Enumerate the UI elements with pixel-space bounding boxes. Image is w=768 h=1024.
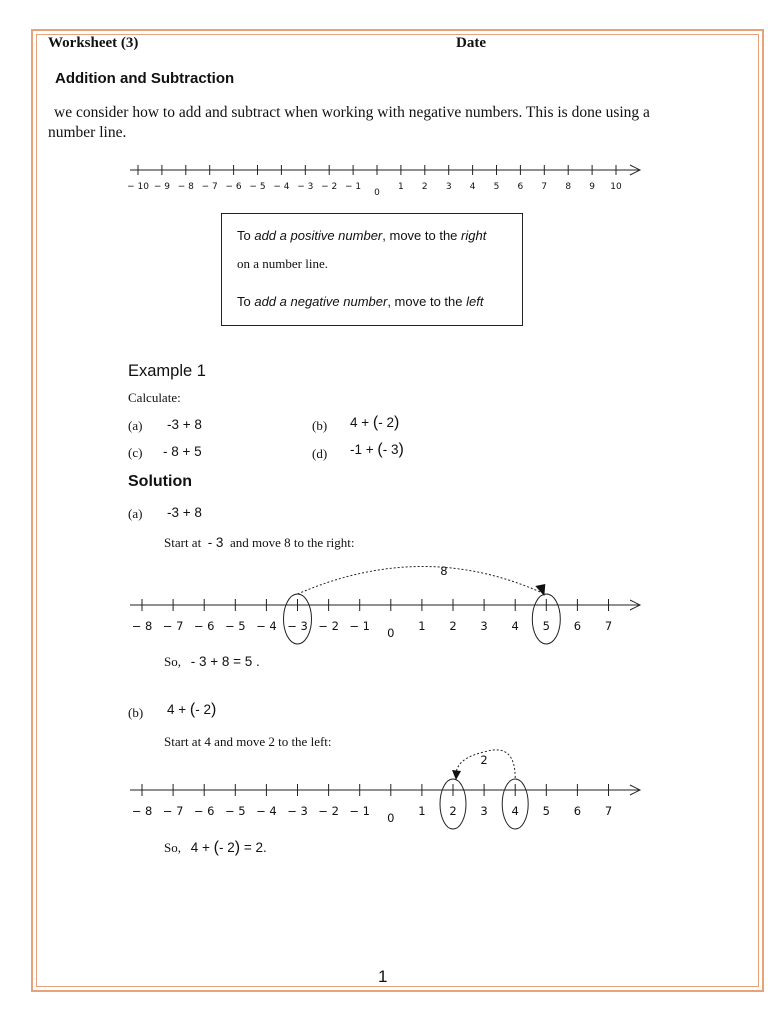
tick-label: − 1 — [349, 619, 371, 633]
tick-label: − 4 — [273, 182, 290, 192]
tick-label: − 3 — [287, 804, 308, 818]
part-b-label: (b) — [128, 705, 144, 720]
tick-label: − 1 — [349, 804, 371, 818]
tick-label: − 7 — [162, 619, 184, 633]
tick-label: 2 — [449, 804, 457, 818]
tick-label: 6 — [573, 804, 582, 818]
tick-label: 8 — [565, 182, 572, 192]
tick-label: − 2 — [321, 182, 338, 192]
rule-line-3: To add a negative number, move to the left — [237, 294, 484, 309]
tick-label: − 5 — [224, 619, 246, 633]
tick-label: 4 — [511, 804, 519, 818]
tick-label: 6 — [573, 619, 582, 633]
tick-label: − 5 — [249, 182, 266, 192]
tick-label: 1 — [418, 804, 426, 818]
worksheet-title: Worksheet (3) — [48, 35, 139, 51]
tick-label: 3 — [480, 804, 488, 818]
tick-label: 7 — [604, 804, 613, 818]
tick-label: 0 — [387, 626, 395, 640]
jump-arrowhead — [452, 770, 461, 780]
tick-label: − 7 — [162, 804, 184, 818]
jump-arc — [298, 566, 541, 594]
part-b-instruction: Start at 4 and move 2 to the left: — [164, 734, 332, 749]
tick-label: − 8 — [177, 182, 194, 192]
tick-label: 1 — [398, 182, 404, 192]
part-b-expr: 4 + (- 2) — [167, 701, 217, 718]
tick-label: 0 — [374, 188, 380, 198]
item-a-expr: -3 + 8 — [167, 417, 202, 432]
tick-label: 5 — [542, 804, 550, 818]
item-b-label: (b) — [312, 418, 328, 433]
number-line-b — [0, 740, 768, 840]
rule-line-2: on a number line. — [237, 256, 328, 271]
item-c-expr: - 8 + 5 — [163, 444, 202, 459]
tick-label: − 6 — [193, 619, 215, 633]
item-c-label: (c) — [128, 445, 143, 460]
item-b-expr: 4 + (- 2) — [350, 414, 400, 431]
tick-label: − 6 — [225, 182, 242, 192]
item-a-label: (a) — [128, 418, 143, 433]
tick-label: − 8 — [131, 804, 153, 818]
solution-title: Solution — [128, 473, 192, 490]
tick-label: 1 — [418, 619, 426, 633]
tick-label: − 3 — [287, 619, 308, 633]
item-d-expr: -1 + (- 3) — [350, 441, 404, 458]
tick-label: − 8 — [131, 619, 153, 633]
tick-label: 7 — [604, 619, 613, 633]
tick-label: 4 — [469, 182, 476, 192]
tick-label: 3 — [445, 182, 452, 192]
tick-label: 7 — [541, 182, 548, 192]
part-a-label: (a) — [128, 506, 143, 521]
jump-label: 8 — [440, 564, 448, 578]
jump-arrowhead — [535, 584, 545, 596]
part-a-expr: -3 + 8 — [167, 505, 202, 520]
part-b-result: So, 4 + (- 2) = 2. — [164, 839, 267, 856]
tick-label: − 6 — [193, 804, 215, 818]
tick-label: − 3 — [297, 182, 314, 192]
tick-label: 10 — [610, 182, 622, 192]
intro-paragraph: we consider how to add and subtract when working with negative numbers. This is done using a number line. — [48, 104, 650, 141]
number-line-a — [0, 540, 768, 650]
example-prompt: Calculate: — [128, 390, 181, 405]
tick-label: 4 — [511, 619, 519, 633]
tick-label: − 2 — [318, 619, 339, 633]
tick-label: − 7 — [201, 182, 218, 192]
tick-label: − 5 — [224, 804, 246, 818]
tick-label: 3 — [480, 619, 488, 633]
tick-label: − 10 — [127, 182, 149, 192]
rule-line-1: To add a positive number, move to the right — [237, 228, 487, 243]
tick-label: 9 — [589, 182, 595, 192]
jump-label: 2 — [480, 753, 488, 767]
number-line-top — [0, 0, 768, 200]
part-a-result: So, - 3 + 8 = 5 . — [164, 654, 260, 669]
page-number: 1 — [378, 967, 388, 986]
tick-label: − 4 — [256, 619, 277, 633]
tick-label: − 9 — [153, 182, 170, 192]
example-title: Example 1 — [128, 362, 206, 380]
tick-label: 2 — [449, 619, 457, 633]
tick-label: 2 — [421, 182, 428, 192]
section-title: Addition and Subtraction — [55, 70, 235, 87]
tick-label: 5 — [542, 619, 550, 633]
tick-label: − 1 — [345, 182, 362, 192]
item-d-label: (d) — [312, 446, 328, 461]
tick-label: 5 — [493, 182, 500, 192]
tick-label: 6 — [517, 182, 524, 192]
part-a-instruction: Start at - 3 and move 8 to the right: — [164, 535, 355, 550]
date-label: Date — [456, 35, 486, 51]
tick-label: − 4 — [256, 804, 277, 818]
tick-label: 0 — [387, 811, 395, 825]
tick-label: − 2 — [318, 804, 339, 818]
